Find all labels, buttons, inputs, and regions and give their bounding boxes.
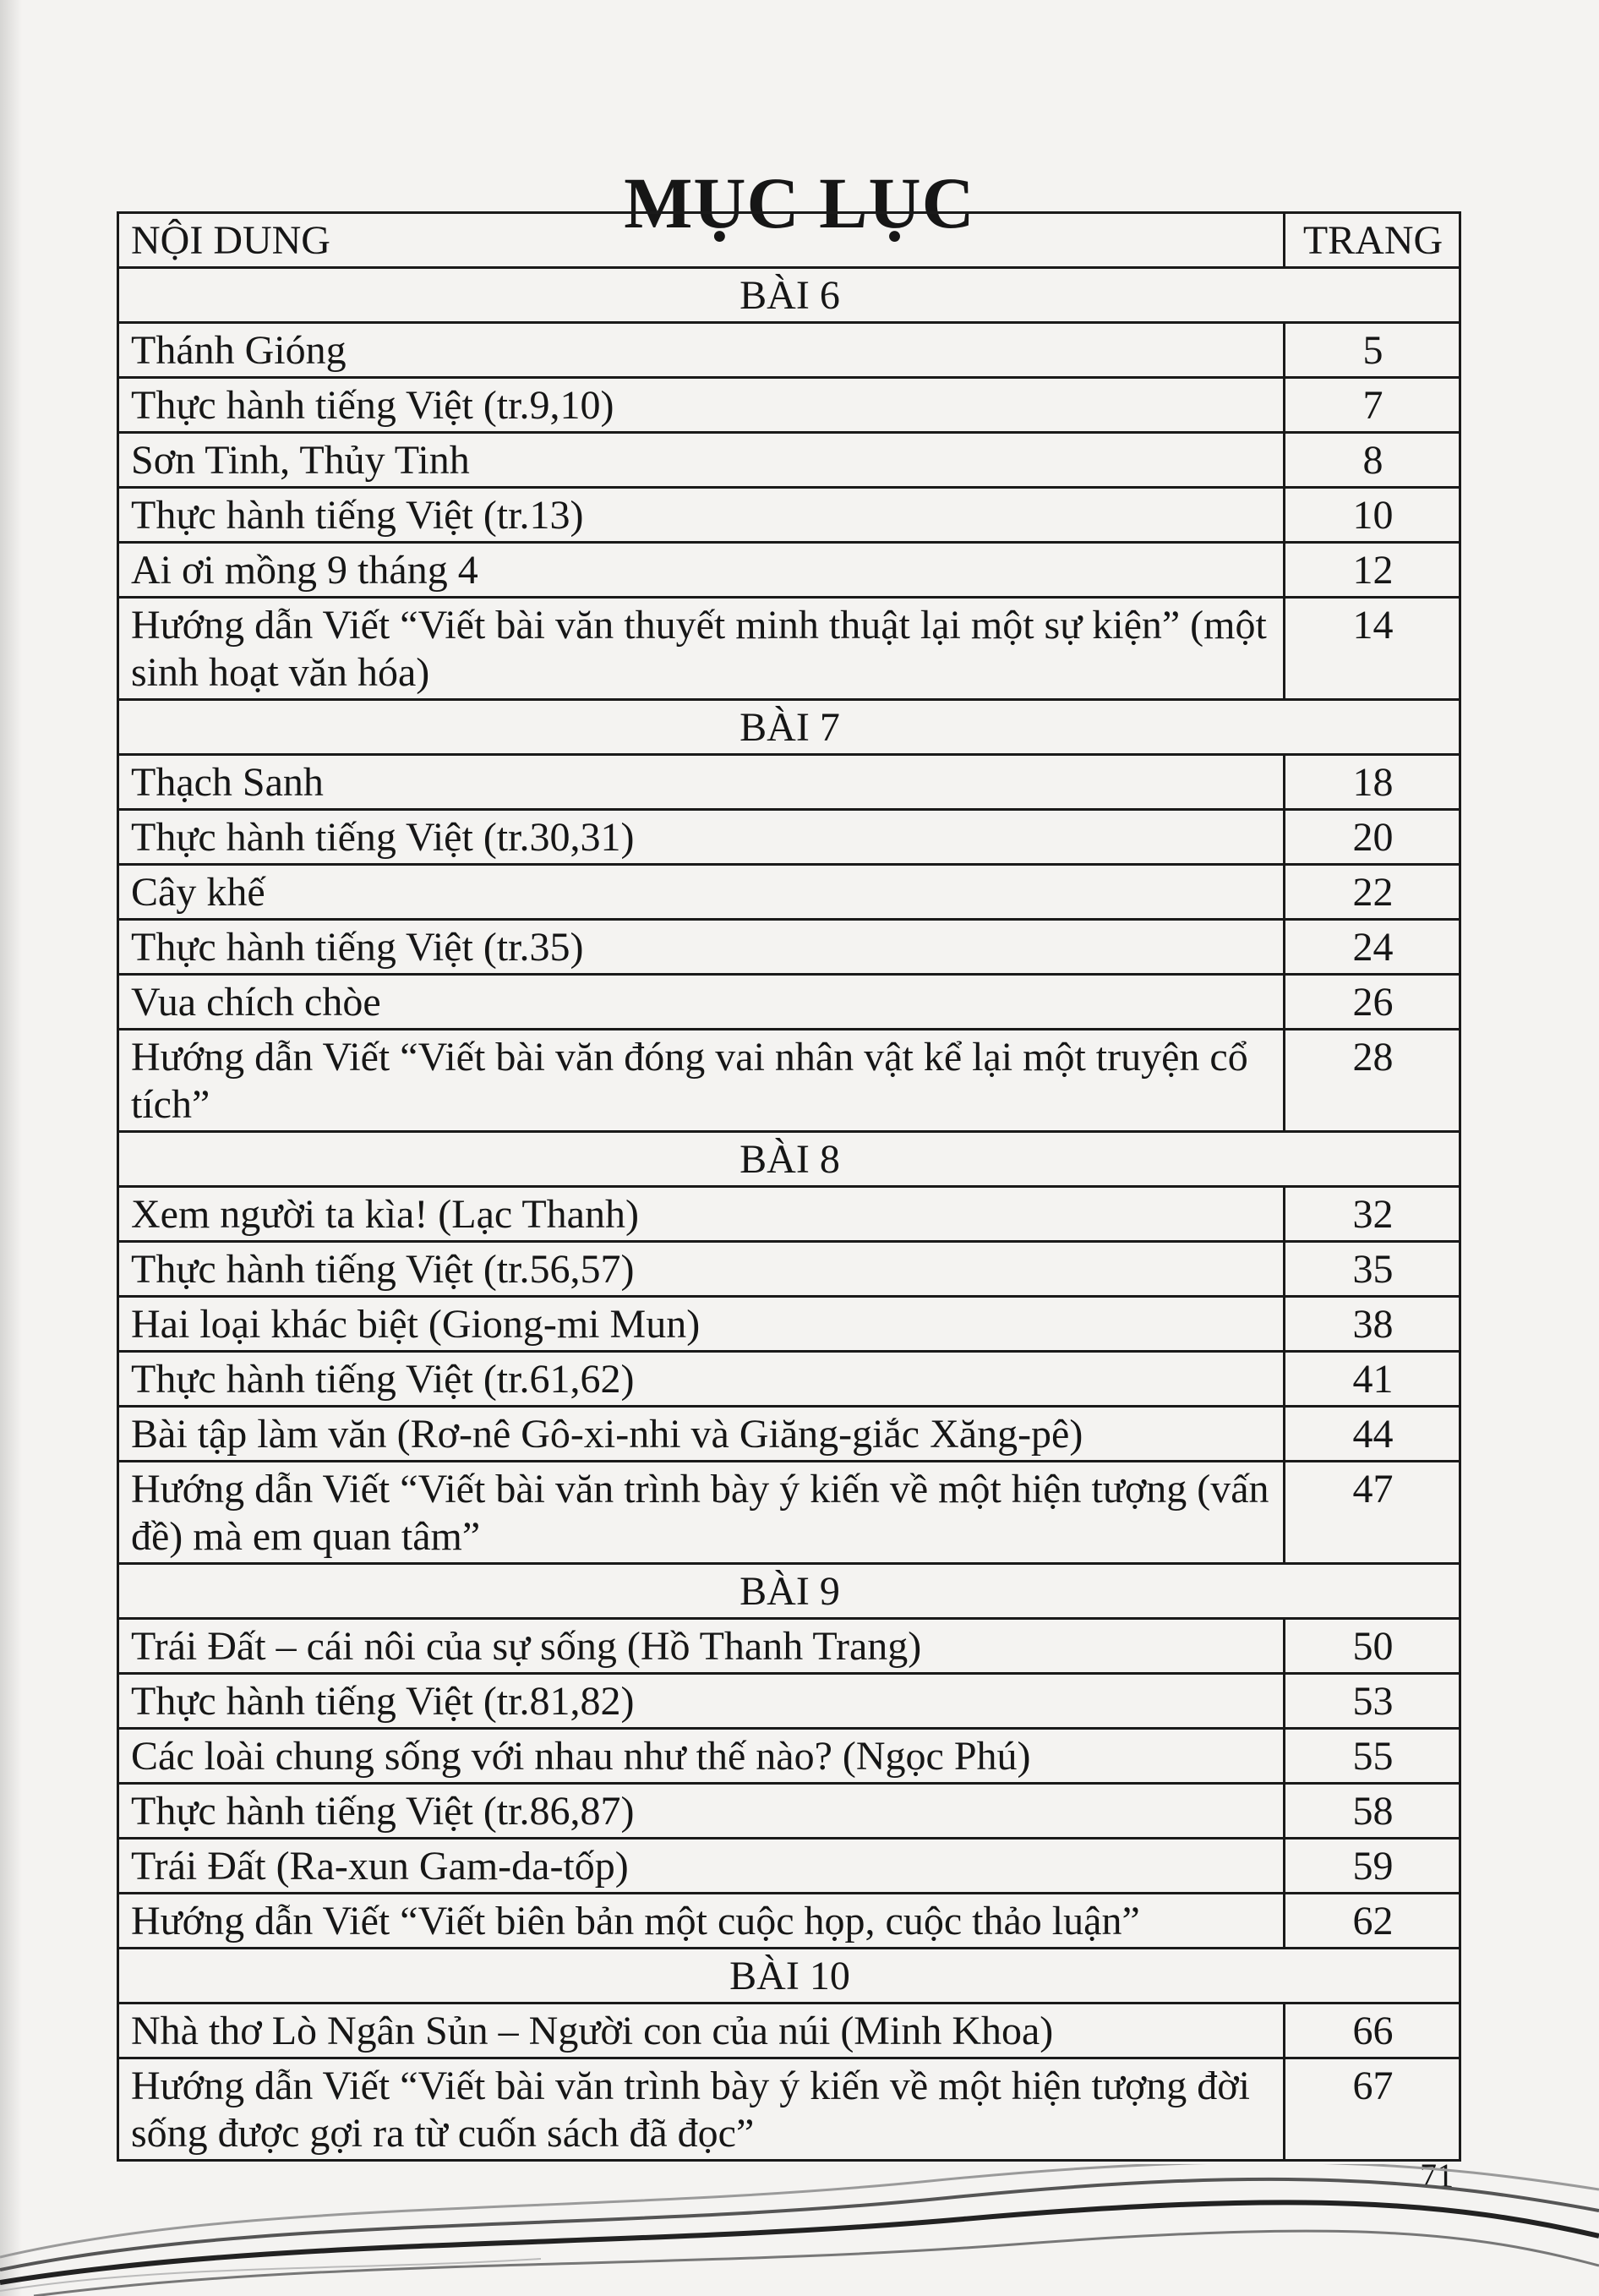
entry-page: 44 xyxy=(1285,1407,1460,1462)
table-row xyxy=(118,755,1460,810)
entry-title: Vua chích chòe xyxy=(118,975,1285,1030)
entry-title: Nhà thơ Lò Ngân Sủn – Người con của núi (Minh Khoa) xyxy=(118,2004,1285,2058)
table-row xyxy=(118,488,1460,543)
section-row xyxy=(118,268,1460,323)
entry-title: Thực hành tiếng Việt (tr.61,62) xyxy=(118,1352,1285,1407)
entry-page: 53 xyxy=(1285,1674,1460,1729)
entry-title: Thánh Gióng xyxy=(118,323,1285,378)
table-row xyxy=(118,975,1460,1030)
section-row xyxy=(118,1564,1460,1619)
entry-title: Thực hành tiếng Việt (tr.86,87) xyxy=(118,1784,1285,1839)
entry-page: 14 xyxy=(1285,598,1460,700)
entry-page: 7 xyxy=(1285,378,1460,433)
section-row xyxy=(118,700,1460,755)
section-row xyxy=(118,1132,1460,1187)
table-row xyxy=(118,323,1460,378)
entry-page: 26 xyxy=(1285,975,1460,1030)
entry-title: Thực hành tiếng Việt (tr.56,57) xyxy=(118,1242,1285,1297)
table-row xyxy=(118,865,1460,920)
page-edge-shadow xyxy=(0,0,22,2296)
entry-title: Hướng dẫn Viết “Viết bài văn trình bày ý kiến về một hiện tượng (vấn đề) mà em quan tâm” xyxy=(118,1462,1285,1564)
table-row xyxy=(118,1729,1460,1784)
entry-page: 58 xyxy=(1285,1784,1460,1839)
entry-page: 66 xyxy=(1285,2004,1460,2058)
table-row xyxy=(118,1839,1460,1894)
entry-page: 28 xyxy=(1285,1030,1460,1132)
entry-page: 35 xyxy=(1285,1242,1460,1297)
entry-page: 12 xyxy=(1285,543,1460,598)
entry-title: Các loài chung sống với nhau như thế nào? (Ngọc Phú) xyxy=(118,1729,1285,1784)
table-row xyxy=(118,2058,1460,2161)
entry-title: Thực hành tiếng Việt (tr.30,31) xyxy=(118,810,1285,865)
table-row xyxy=(118,1619,1460,1674)
entry-title: Thực hành tiếng Việt (tr.81,82) xyxy=(118,1674,1285,1729)
table-row xyxy=(118,433,1460,488)
table-row xyxy=(118,1242,1460,1297)
table-row xyxy=(118,1297,1460,1352)
entry-title: Thạch Sanh xyxy=(118,755,1285,810)
entry-title: Ai ơi mồng 9 tháng 4 xyxy=(118,543,1285,598)
table-row xyxy=(118,1784,1460,1839)
table-row xyxy=(118,1187,1460,1242)
entry-title: Hướng dẫn Viết “Viết biên bản một cuộc họp, cuộc thảo luận” xyxy=(118,1894,1285,1949)
entry-page: 32 xyxy=(1285,1187,1460,1242)
content-column-header: NỘI DUNG xyxy=(118,213,1285,268)
entry-title: Sơn Tinh, Thủy Tinh xyxy=(118,433,1285,488)
entry-page: 62 xyxy=(1285,1894,1460,1949)
entry-title: Trái Đất (Ra-xun Gam-da-tốp) xyxy=(118,1839,1285,1894)
entry-page: 50 xyxy=(1285,1619,1460,1674)
table-row xyxy=(118,1462,1460,1564)
entry-page: 24 xyxy=(1285,920,1460,975)
table-of-contents xyxy=(117,211,1461,2162)
table-row xyxy=(118,920,1460,975)
entry-page: 20 xyxy=(1285,810,1460,865)
entry-page: 55 xyxy=(1285,1729,1460,1784)
table-row xyxy=(118,810,1460,865)
table-row xyxy=(118,1894,1460,1949)
entry-page: 59 xyxy=(1285,1839,1460,1894)
page-title: MỤC LỤC xyxy=(624,161,975,243)
table-row xyxy=(118,2004,1460,2058)
table-row xyxy=(118,598,1460,700)
entry-title: Thực hành tiếng Việt (tr.13) xyxy=(118,488,1285,543)
entry-title: Hướng dẫn Viết “Viết bài văn thuyết minh thuật lại một sự kiện” (một sinh hoạt văn hóa) xyxy=(118,598,1285,700)
page-column-header: TRANG xyxy=(1285,213,1460,268)
entry-title: Hướng dẫn Viết “Viết bài văn trình bày ý kiến về một hiện tượng đời sống được gợi ra từ cuốn sách đã đọc” xyxy=(118,2058,1285,2161)
table-row xyxy=(118,1030,1460,1132)
entry-page: 5 xyxy=(1285,323,1460,378)
entry-title: Hướng dẫn Viết “Viết bài văn đóng vai nhân vật kể lại một truyện cổ tích” xyxy=(118,1030,1285,1132)
header-row xyxy=(118,213,1460,268)
section-heading: BÀI 6 xyxy=(118,268,1460,323)
entry-page: 38 xyxy=(1285,1297,1460,1352)
section-heading: BÀI 9 xyxy=(118,1564,1460,1619)
entry-title: Bài tập làm văn (Rơ-nê Gô-xi-nhi và Giăng-giắc Xăng-pê) xyxy=(118,1407,1285,1462)
entry-title: Hai loại khác biệt (Giong-mi Mun) xyxy=(118,1297,1285,1352)
section-heading: BÀI 8 xyxy=(118,1132,1460,1187)
entry-title: Thực hành tiếng Việt (tr.9,10) xyxy=(118,378,1285,433)
section-row xyxy=(118,1949,1460,2004)
table-row xyxy=(118,1674,1460,1729)
entry-page: 41 xyxy=(1285,1352,1460,1407)
entry-title: Thực hành tiếng Việt (tr.35) xyxy=(118,920,1285,975)
page-number: 71 xyxy=(1420,2157,1454,2195)
entry-title: Xem người ta kìa! (Lạc Thanh) xyxy=(118,1187,1285,1242)
table-row xyxy=(118,1407,1460,1462)
entry-page: 47 xyxy=(1285,1462,1460,1564)
entry-page: 67 xyxy=(1285,2058,1460,2161)
section-heading: BÀI 7 xyxy=(118,700,1460,755)
entry-title: Cây khế xyxy=(118,865,1285,920)
entry-page: 8 xyxy=(1285,433,1460,488)
table-row xyxy=(118,378,1460,433)
section-heading: BÀI 10 xyxy=(118,1949,1460,2004)
entry-page: 18 xyxy=(1285,755,1460,810)
entry-page: 10 xyxy=(1285,488,1460,543)
decorative-wave-border xyxy=(0,2164,1599,2296)
table-row xyxy=(118,1352,1460,1407)
entry-title: Trái Đất – cái nôi của sự sống (Hồ Thanh Trang) xyxy=(118,1619,1285,1674)
table-row xyxy=(118,543,1460,598)
entry-page: 22 xyxy=(1285,865,1460,920)
